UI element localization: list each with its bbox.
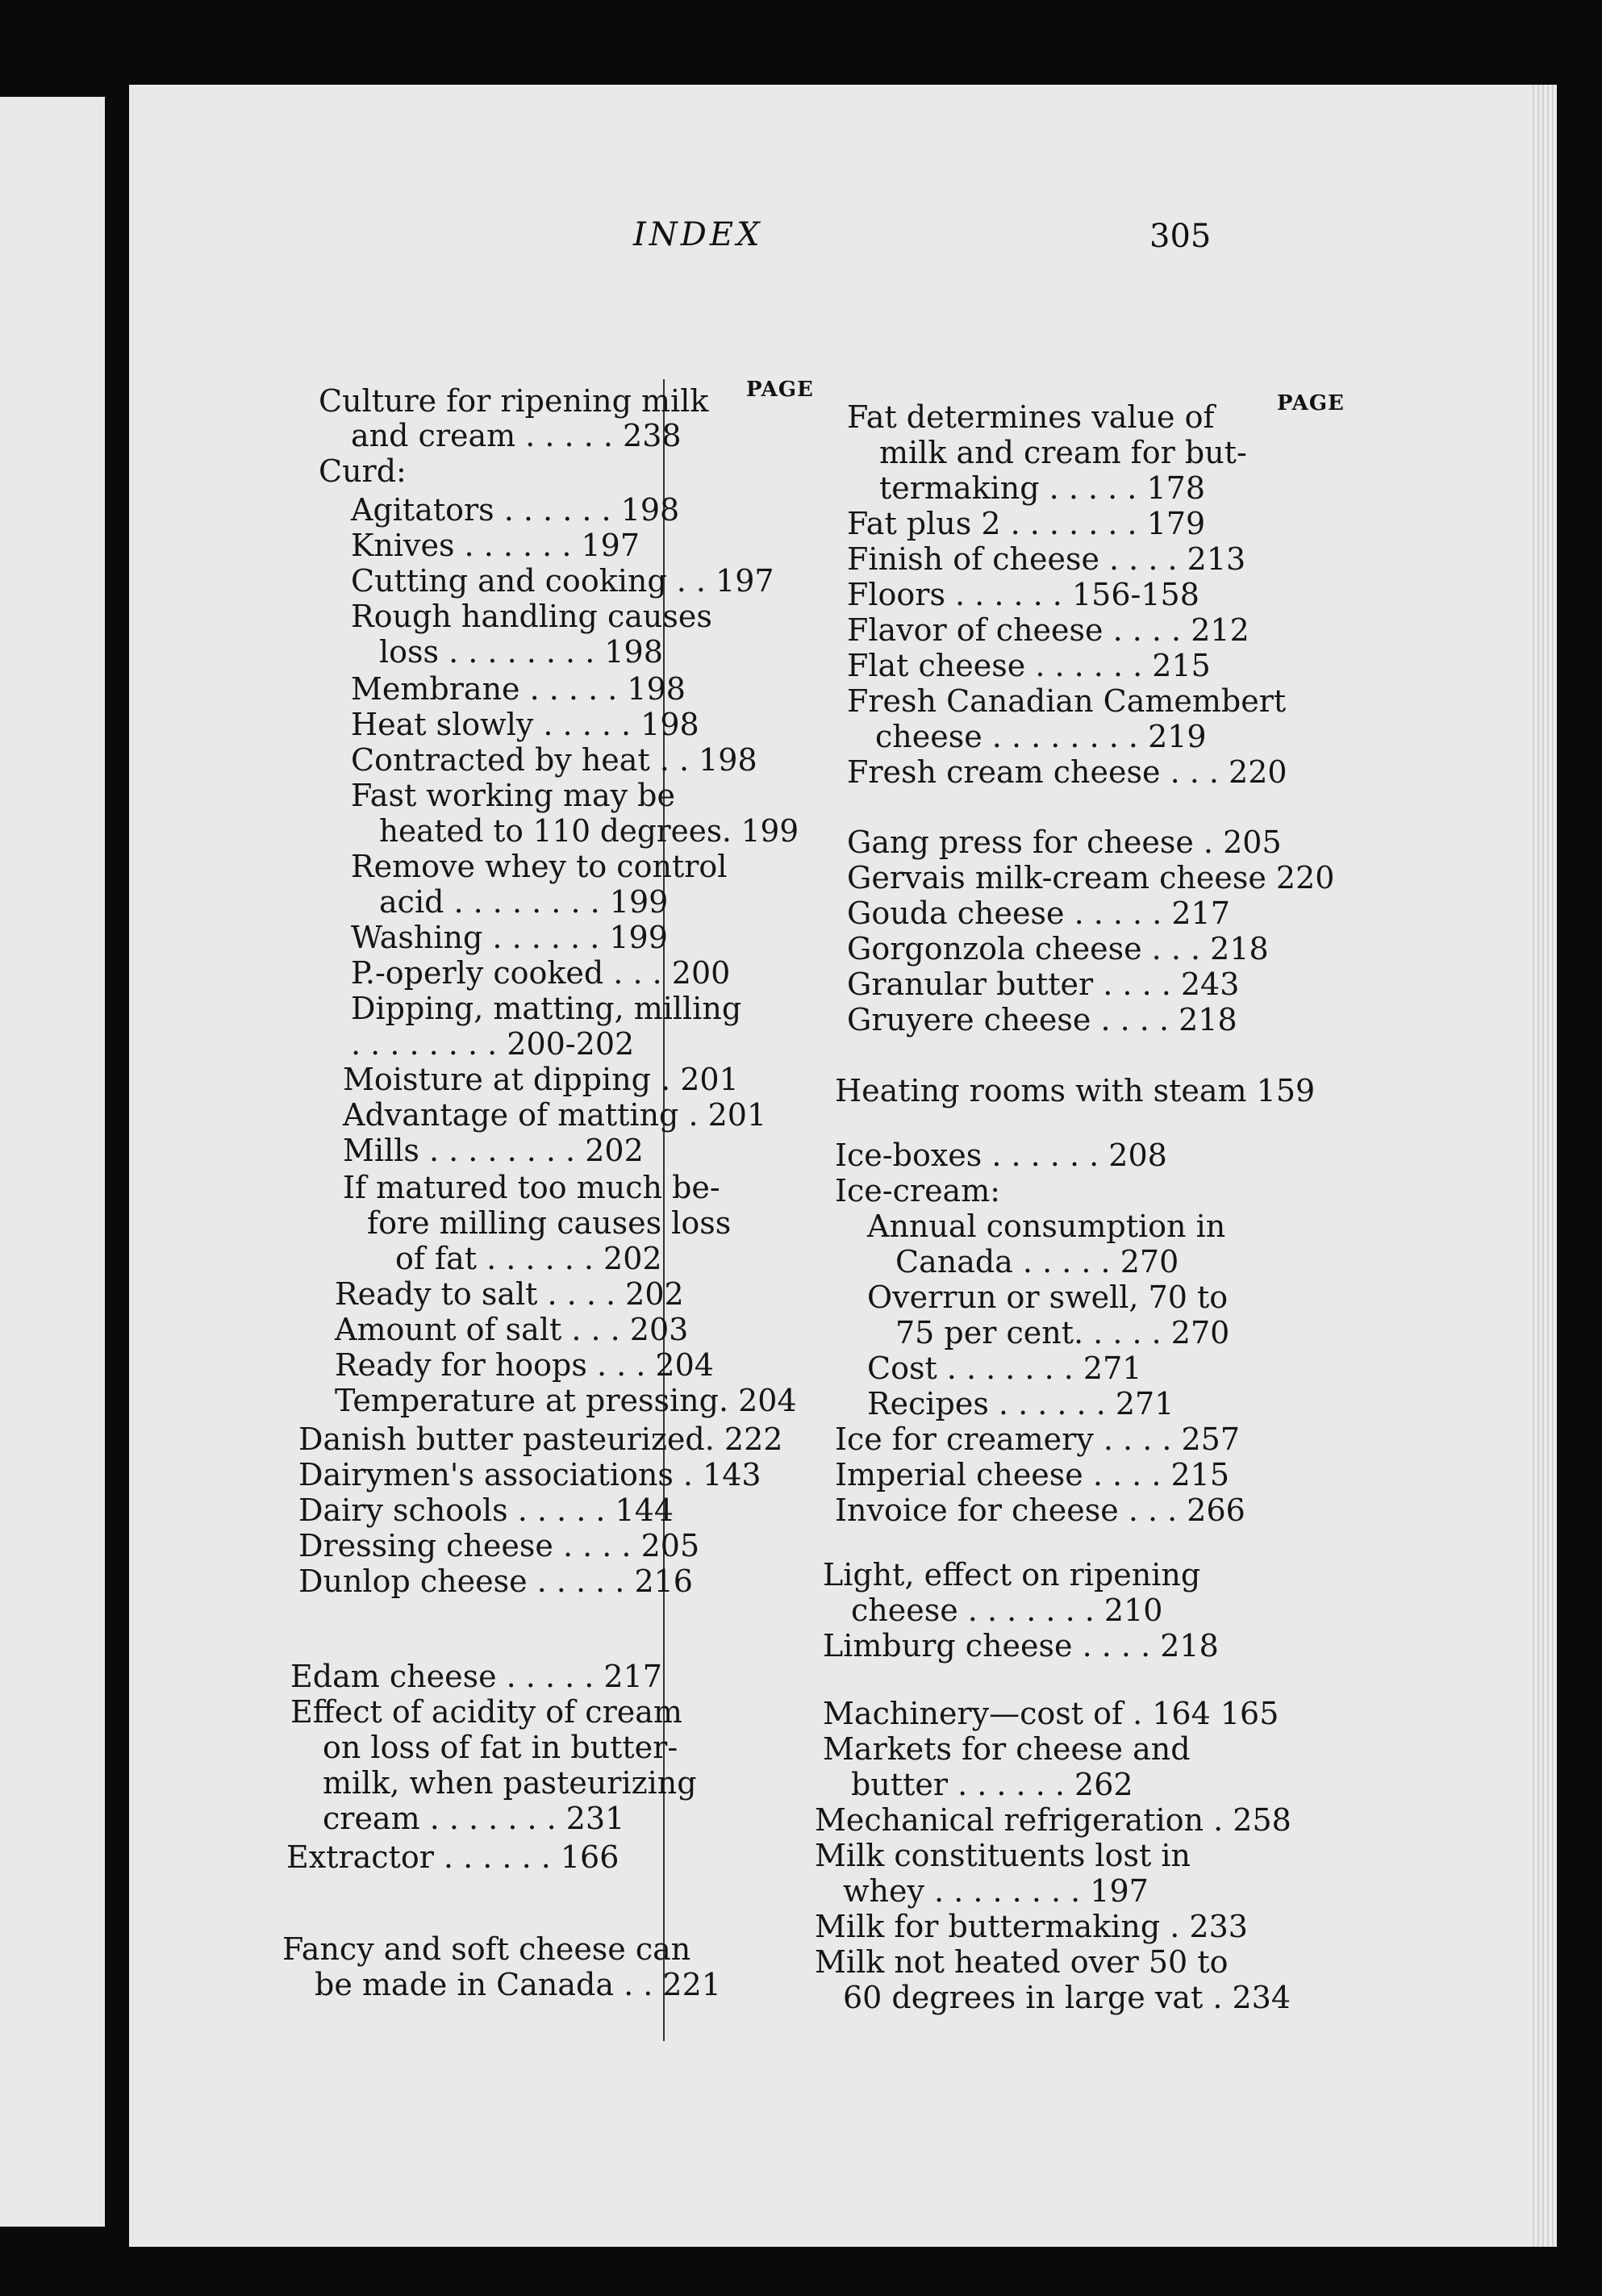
index-entry: Annual consumption in [867, 1209, 1226, 1244]
index-entry: milk, when pasteurizing [323, 1765, 697, 1801]
index-entry: 60 degrees in large vat . 234 [843, 1980, 1291, 2015]
index-entry: Membrane . . . . . 198 [351, 671, 686, 707]
facing-page-edge [0, 97, 105, 2227]
index-entry: Effect of acidity of cream [290, 1694, 682, 1730]
index-entry: Rough handling causes [351, 599, 712, 634]
page-fore-edge [1533, 85, 1557, 2247]
index-entry: heated to 110 degrees. 199 [379, 813, 799, 849]
index-entry: Temperature at pressing. 204 [335, 1383, 797, 1418]
index-entry: Gorgonzola cheese . . . 218 [847, 931, 1269, 966]
index-entry: Limburg cheese . . . . 218 [823, 1628, 1219, 1664]
index-entry: Machinery—cost of . 164 165 [823, 1696, 1279, 1731]
index-entry: Ready to salt . . . . 202 [335, 1276, 684, 1312]
index-entry: Recipes . . . . . . 271 [867, 1386, 1174, 1421]
left-page-column-label: PAGE [746, 378, 814, 402]
index-entry: Dunlop cheese . . . . . 216 [298, 1563, 693, 1599]
index-entry: Gervais milk-cream cheese 220 [847, 860, 1335, 895]
index-entry: Fancy and soft cheese can [282, 1931, 691, 1967]
index-entry: Advantage of matting . 201 [343, 1097, 767, 1133]
index-entry: butter . . . . . . 262 [851, 1767, 1133, 1802]
index-entry: Dipping, matting, milling [351, 991, 742, 1026]
index-entry: Flavor of cheese . . . . 212 [847, 612, 1249, 648]
index-entry: Ice-cream: [835, 1173, 1001, 1209]
index-entry: acid . . . . . . . . 199 [379, 884, 669, 920]
index-entry: Overrun or swell, 70 to [867, 1279, 1229, 1315]
index-entry: Extractor . . . . . . 166 [286, 1839, 620, 1875]
index-entry: Contracted by heat . . 198 [351, 742, 757, 778]
index-entry: Cost . . . . . . . 271 [867, 1350, 1142, 1386]
index-entry: Agitators . . . . . . 198 [351, 492, 680, 528]
index-entry: Cutting and cooking . . 197 [351, 563, 774, 599]
index-entry: Canada . . . . . 270 [895, 1244, 1179, 1279]
index-entry: Dressing cheese . . . . 205 [298, 1528, 700, 1563]
index-entry: . . . . . . . . 200-202 [351, 1026, 635, 1062]
running-head [0, 208, 1602, 265]
index-entry: Dairymen's associations . 143 [298, 1457, 761, 1492]
index-entry: of fat . . . . . . 202 [395, 1241, 662, 1276]
index-entry: Amount of salt . . . 203 [335, 1312, 689, 1347]
index-entry: Ice-boxes . . . . . . 208 [835, 1138, 1167, 1173]
index-entry: Fat determines value of [847, 399, 1215, 435]
index-entry: Flat cheese . . . . . . 215 [847, 648, 1211, 683]
index-entry: Milk constituents lost in [815, 1838, 1191, 1873]
index-entry: If matured too much be- [343, 1170, 720, 1205]
index-entry: Edam cheese . . . . . 217 [290, 1659, 662, 1694]
index-entry: Fat plus 2 . . . . . . . 179 [847, 506, 1206, 541]
index-entry: cheese . . . . . . . 210 [851, 1593, 1163, 1628]
index-entry: Washing . . . . . . 199 [351, 920, 668, 955]
index-entry: cream . . . . . . . 231 [323, 1801, 625, 1836]
index-entry: Culture for ripening milk [319, 383, 709, 419]
running-title: INDEX [633, 216, 763, 253]
index-entry: Danish butter pasteurized. 222 [298, 1421, 783, 1457]
page-number: 305 [1149, 218, 1212, 255]
index-entry: loss . . . . . . . . 198 [379, 634, 663, 670]
index-entry: Heating rooms with steam 159 [835, 1073, 1316, 1108]
index-entry: Markets for cheese and [823, 1731, 1191, 1767]
index-entry: 75 per cent. . . . . 270 [895, 1315, 1230, 1350]
index-entry: Granular butter . . . . 243 [847, 966, 1240, 1002]
index-entry: Knives . . . . . . 197 [351, 528, 640, 563]
index-entry: and cream . . . . . 238 [351, 418, 682, 453]
index-entry: whey . . . . . . . . 197 [843, 1873, 1149, 1909]
index-entry: Light, effect on ripening [823, 1557, 1201, 1593]
index-entry: Floors . . . . . . 156-158 [847, 577, 1199, 612]
index-entry: Gouda cheese . . . . . 217 [847, 895, 1230, 931]
index-entry: cheese . . . . . . . . 219 [875, 719, 1207, 754]
right-page-column-label: PAGE [1277, 391, 1345, 415]
index-entry: Curd: [319, 453, 407, 489]
index-entry: Mechanical refrigeration . 258 [815, 1802, 1291, 1838]
index-entry: be made in Canada . . 221 [315, 1967, 721, 2002]
index-entry: Gang press for cheese . 205 [847, 824, 1282, 860]
index-entry: Invoice for cheese . . . 266 [835, 1492, 1245, 1528]
index-entry: Milk for buttermaking . 233 [815, 1909, 1248, 1944]
index-entry: Fresh Canadian Camembert [847, 683, 1287, 719]
index-entry: Fresh cream cheese . . . 220 [847, 754, 1287, 790]
index-entry: Milk not heated over 50 to [815, 1944, 1229, 1980]
index-entry: Mills . . . . . . . . 202 [343, 1133, 644, 1168]
index-entry: Moisture at dipping . 201 [343, 1062, 739, 1097]
index-entry: Gruyere cheese . . . . 218 [847, 1002, 1237, 1037]
index-entry: milk and cream for but- [879, 435, 1247, 470]
index-entry: Finish of cheese . . . . 213 [847, 541, 1246, 577]
index-entry: Heat slowly . . . . . 198 [351, 707, 699, 742]
index-entry: P.-operly cooked . . . 200 [351, 955, 731, 991]
index-entry: Fast working may be [351, 778, 675, 813]
index-entry: Imperial cheese . . . . 215 [835, 1457, 1230, 1492]
index-entry: Ice for creamery . . . . 257 [835, 1421, 1241, 1457]
index-entry: on loss of fat in butter- [323, 1730, 678, 1765]
index-entry: Ready for hoops . . . 204 [335, 1347, 714, 1383]
index-entry: termaking . . . . . 178 [879, 470, 1205, 506]
index-entry: Dairy schools . . . . . 144 [298, 1492, 674, 1528]
index-entry: Remove whey to control [351, 849, 728, 884]
index-entry: fore milling causes loss [367, 1205, 732, 1241]
